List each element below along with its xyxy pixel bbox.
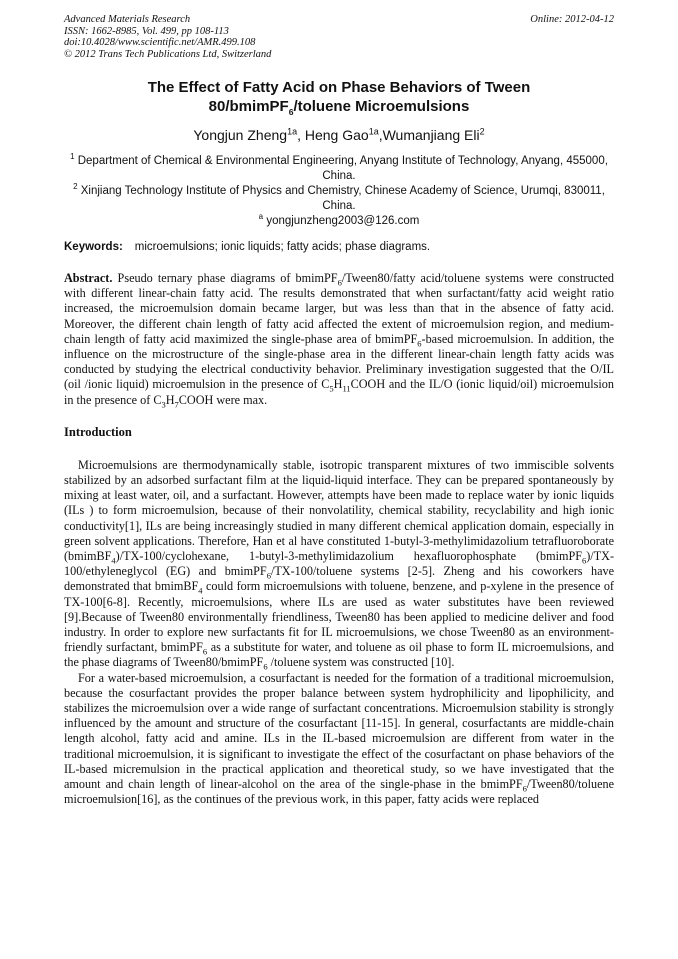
affiliation-1: $^1$ Department of Chemical & Environmental Engineering, Anyang Institute of Technology, Anyang, 455000, China. <box>70 152 608 182</box>
abstract-label: Abstract. <box>64 271 113 285</box>
copyright-line: © 2012 Trans Tech Publications Ltd, Switzerland <box>64 48 272 60</box>
doi-line: doi:10.4028/www.scientific.net/AMR.499.108 <box>64 37 256 48</box>
author-email: $^a$ yongjunzheng2003@126.com <box>258 212 420 227</box>
intro-paragraph-2: For a water-based microemulsion, a cosurfactant is needed for the formation of a traditional microemulsion, because the cosurfactant provides the proper balance between system hydrophilicity and lipophilicity, and stabilizes the microemulsion over a wide range of surfactant concentrations. Microemulsion stability is strongly influenced by the amount and structure of the cosurfactant [11-15]. In general, cosurfactants are middle-chain length alcohol, fatty acid and amine. ILs in the IL-based microemulsion are different from water in the traditional microemulsion, it is significant to investigate the effect of the cosurfactant on phase behaviors of the IL-based micremulsion in the practical application and theoretical study, so we have investigated that the amount and chain length of linear-alcohol on the area of the single-phase in the bmimPF$_6$/Tween80/toluene microemulsion[16], as the continues of the previous work, in this paper, fatty acids were replaced <box>64 670 614 807</box>
title-line-1: The Effect of Fatty Acid on Phase Behaviors of Tween <box>147 79 531 96</box>
abstract: Abstract. Pseudo ternary phase diagrams of bmimPF$_6$/Tween80/fatty acid/toluene systems were constructed with different linear-chain fatty acid. The results demonstrated that when surfactant/fatty acid weight ratio increased, the microemulsion domain became larger, but was less than that in the absence of fatty acid. Moreover, the different chain length of fatty acid affected the extent of microemulsion region, and medium-chain length of fatty acid maximized the single-phase area of bmimPF$_6$-based microemulsion. In addition, the influence on the microstructure of the single-phase area in the different linear-chain length fatty acids was conducted by studying the electrical conductivity behavior. Preliminary investigation suggested that the O/IL (oil /ionic liquid) microemulsion in the presence of $C_5H_{11}COOH$ and the IL/O (ionic liquid/oil) microemulsion in the presence of $C_3H_7COOH$ were max. <box>64 271 615 410</box>
intro-paragraph-1: Microemulsions are thermodynamically stable, isotropic transparent mixtures of two immiscible solvents stabilized by an adsorbed surfactant film at the liquid-liquid interface. They can be prepared spontaneously by mixing at least water, oil, and a surfactant. However, attempts have been made to replace water by ionic liquids (ILs ) to form microemulsion, because of their nonvolatility, chemical stability, recyclability and high ionic conductivity[1], ILs are being increasingly studied in many different chemical application domain, especially in green solvent applications. Therefore, Han et al have constituted 1-butyl-3-methylimidazolium tetrafluoroborate (bmimBF$_4$)/TX-100/cyclohexane, 1-butyl-3-methylimidazolium hexafluorophosphate (bmimPF$_6$)/TX-100/ethyleneglycol (EG) and bmimPF$_6$/TX-100/toluene systems [2-5]. Zheng and his coworkers have demonstrated that bmimBF$_4$ could form microemulsions with toluene, benzene, and p-xylene in the presence of TX-100[6-8]. Recently, microemulsions, where ILs are used as water substitutes have been reviewed [9].Because of Tween80 environmentally friendliness, Tween80 has been applied to medicine deliver and food industry. In order to explore new surfactants fit for IL microemulsions, we chose Tween80 as an environment-friendly surfactant, bmimPF$_6$ as a substitute for water, and toluene as oil phase to form IL microemulsions, and the phase diagrams of Tween80/bmimPF$_6$ /toluene system was constructed [10]. <box>64 457 615 672</box>
issn-line: ISSN: 1662-8985, Vol. 499, pp 108-113 <box>64 25 229 37</box>
paper-title <box>64 78 614 116</box>
affiliation-2: $^2$ Xinjiang Technology Institute of Physics and Chemistry, Chinese Academy of Science, Urumqi, 830011, China. <box>73 182 605 212</box>
keywords-label: Keywords: <box>64 241 123 253</box>
journal-header <box>64 14 614 60</box>
online-date: Online: 2012-04-12 <box>530 14 614 25</box>
title-line-2: 80/bmimPF$_6$/toluene Microemulsions <box>208 98 470 117</box>
journal-name: Advanced Materials Research <box>64 14 191 25</box>
keywords <box>64 240 614 255</box>
keywords-text: microemulsions; ionic liquids; fatty acids; phase diagrams. <box>134 241 431 253</box>
introduction-body <box>64 458 614 808</box>
affiliations <box>64 154 614 229</box>
author-list: Yongjun Zheng$^{1a}$, Heng Gao$^{1a}$,Wumanjiang Eli$^2$ <box>193 126 485 143</box>
section-heading-introduction: Introduction <box>64 424 132 439</box>
